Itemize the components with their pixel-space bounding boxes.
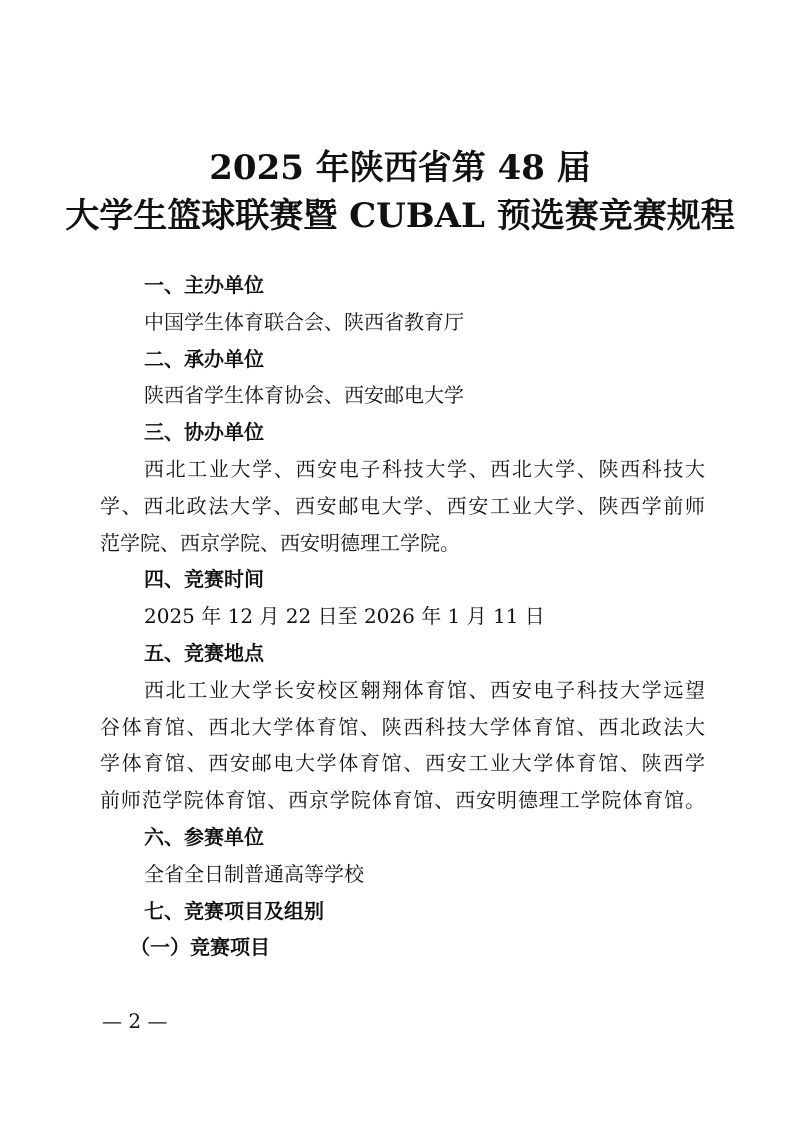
section-heading-events: 七、竞赛项目及组别 (144, 898, 324, 923)
venue-text-line-1: 西北工业大学长安校区翱翔体育馆、西安电子科技大学远望 (144, 677, 705, 702)
section-heading-organizer: 一、主办单位 (144, 273, 264, 297)
co-organizer-text-line-1: 西北工业大学、西安电子科技大学、西北大学、陕西科技大 (144, 456, 705, 481)
undertaker-text: 陕西省学生体育协会、西安邮电大学 (144, 383, 464, 408)
section-heading-venue: 五、竞赛地点 (144, 640, 264, 665)
section-heading-undertaker: 二、承办单位 (144, 346, 264, 371)
venue-text-line-2: 谷体育馆、西北大学体育馆、陕西科技大学体育馆、西北政法大 (100, 714, 705, 739)
organizer-text: 中国学生体育联合会、陕西省教育厅 (144, 309, 464, 334)
section-heading-participants: 六、参赛单位 (144, 824, 264, 849)
co-organizer-text-line-2: 学、西北政法大学、西安邮电大学、西安工业大学、陕西学前师 (100, 493, 705, 518)
section-heading-co-organizer: 三、协办单位 (144, 420, 264, 445)
co-organizer-text-line-3: 范学院、西京学院、西安明德理工学院。 (100, 530, 460, 555)
document-body (100, 267, 705, 966)
venue-text-line-4: 前师范学院体育馆、西京学院体育馆、西安明德理工学院体育馆。 (100, 788, 705, 813)
title-line-2: 大学生篮球联赛暨 CUBAL 预选赛竞赛规程 (65, 196, 735, 236)
time-text: 2025 年 12 月 22 日至 2026 年 1 月 11 日 (144, 604, 545, 629)
participants-text: 全省全日制普通高等学校 (144, 861, 364, 886)
venue-text-line-3: 学体育馆、西安邮电大学体育馆、西安工业大学体育馆、陕西学 (100, 751, 705, 776)
title-line-1: 2025 年陕西省第 48 届 (209, 148, 591, 188)
document-title (0, 145, 800, 241)
subsection-heading-events: （一）竞赛项目 (130, 935, 270, 960)
section-heading-time: 四、竞赛时间 (144, 567, 264, 592)
page-number: — 2 — (102, 1009, 168, 1033)
